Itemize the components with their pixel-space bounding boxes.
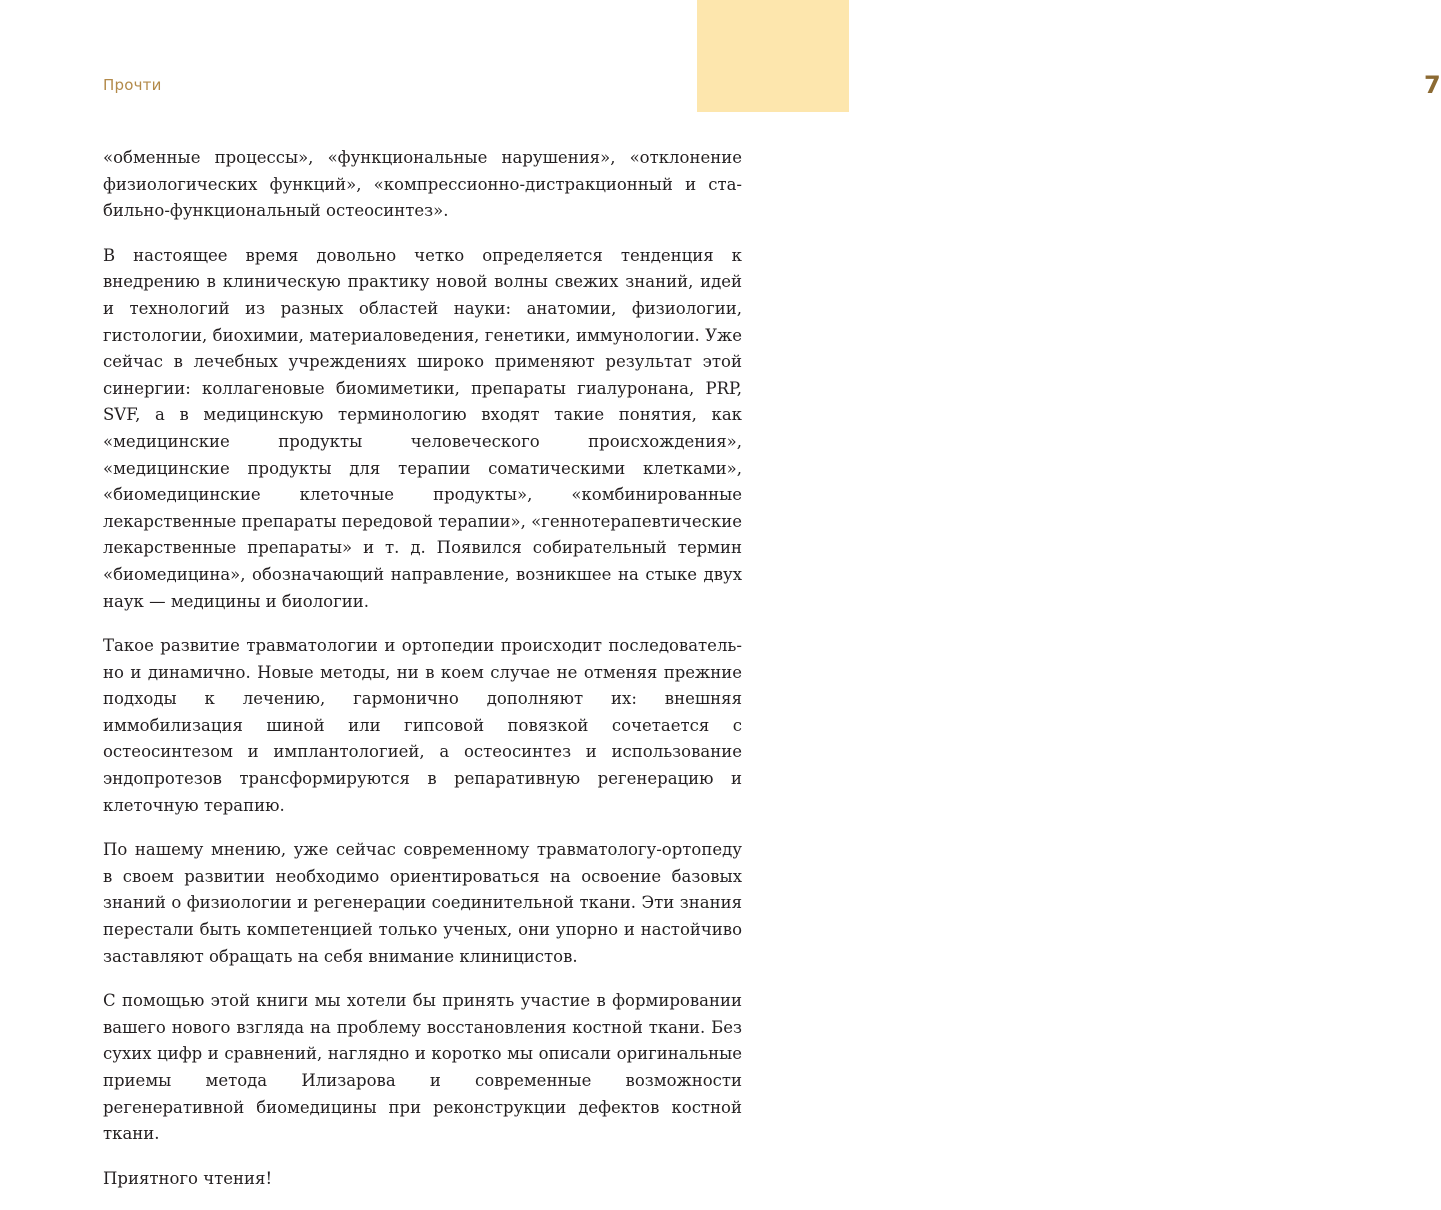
closing-line: Приятного чтения! — [103, 1168, 273, 1188]
paragraph-1: «обменные процессы», «функциональные нарушения», «отклонение физиологических функций», «компрессионно-дистракционный и стабильно-функциональный остеосинтез». — [103, 148, 742, 221]
paragraph-2: В настоящее время довольно четко определяется тенденция к внедрению в клиническую практику новой волны свежих знаний, идей и технологий из разных областей науки: анатомии, физиологии, гистологии, биохимии, материаловедения, генетики, иммунологии. Уже сейчас в лечебных учреждениях широко применяют результат этой синергии: коллагеновые биомиметики, препараты гиалуронана, PRP, SVF, а в медицинскую терминологию входят такие понятия, как «медицинские продукты человеческого происхождения», «медицинские продукты для терапии соматическими клетками», «биомедицинские клеточные продукты», «комбинированные лекарственные препараты передовой терапии», «геннотерапевтические лекарственные препараты» и т. д. Появился собирательный термин «биомедицина», обозначающий направление, возникшее на стыке двух наук — медицины и биологии. — [103, 245, 742, 611]
paragraph-5: С помощью этой книги мы хотели бы принять участие в формировании вашего нового взгляда на проблему восстановления костной ткани. Без сухих цифр и сравнений, наглядно и коротко мы описали оригинальные приемы метода Илизарова и современные возможности регенеративной биомедицины при реконструкции дефектов костной ткани. — [103, 991, 742, 1144]
paragraph-3: Такое развитие травматологии и ортопедии происходит последовательно и динамично. Новые методы, ни в коем случае не отменяя прежние подходы к лечению, гармонично дополняют их: внешняя иммобилизация шиной или гипсовой повязкой сочетается с остеосинтезом и имплантологией, а остеосинтез и использование эндопротезов трансформируются в репаративную регенерацию и клеточную терапию. — [103, 636, 742, 815]
running-head-title: Прочти — [103, 76, 162, 94]
body-text — [103, 145, 742, 1210]
page-number: 7 — [1424, 71, 1441, 99]
page-number-tab — [697, 0, 1441, 112]
paragraph-4: По нашему мнению, уже сейчас современному травматологу-ортопеду в своем развитии необходимо ориентироваться на освоение базовых знаний о физиологии и регенерации соединительной ткани. Эти знания перестали быть компетенцией только ученых, они упорно и настойчиво заставляют обращать на себя внимание клиницистов. — [103, 840, 742, 966]
